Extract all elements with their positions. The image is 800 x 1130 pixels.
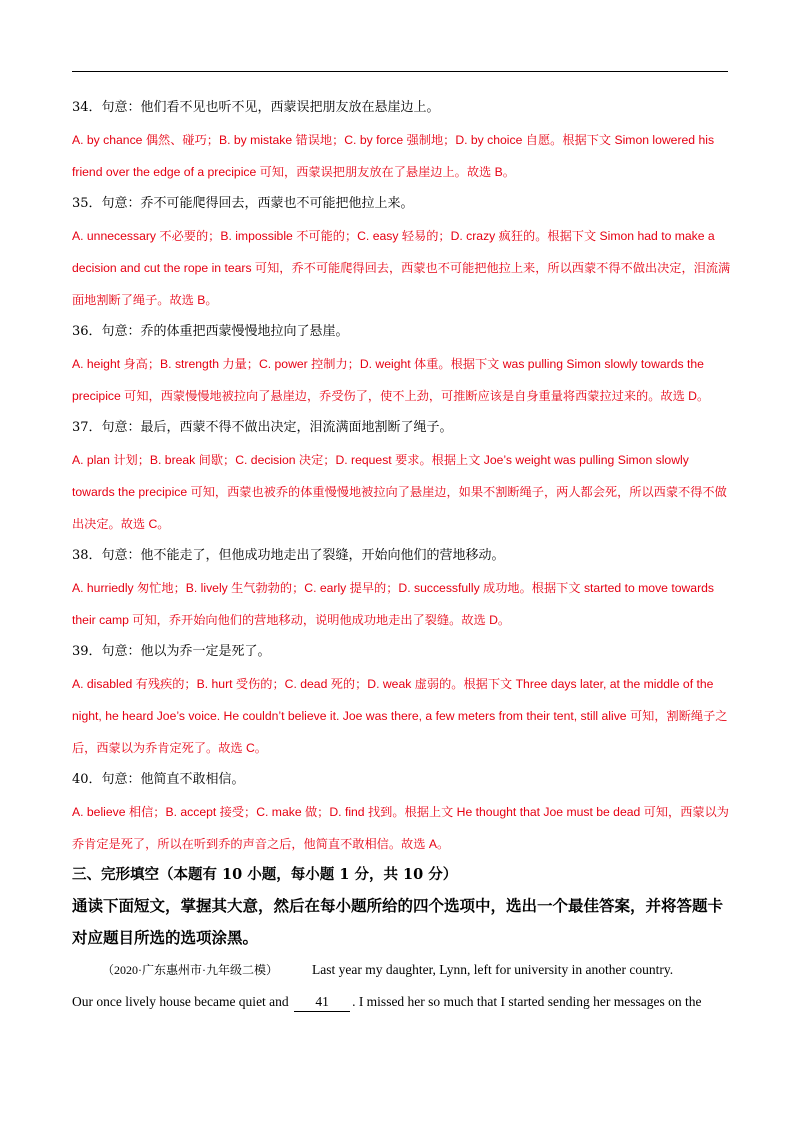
question-34 <box>72 92 732 188</box>
question-explanation: A. disabled 有残疾的；B. hurt 受伤的；C. dead 死的；D. weak 虚弱的。根据下文 Three days later, at the middle of the night, he heard Joe’s voice. He couldn’t believe it. Joe was there, a few meters from their tent, still alive 可知，割断绳子之后，西蒙以为乔肯定死了。故选 C。 <box>72 677 728 755</box>
cloze-passage <box>72 954 732 1018</box>
question-explanation: A. hurriedly 匆忙地；B. lively 生气勃勃的；C. early 提早的；D. successfully 成功地。根据下文 started to move towards their camp 可知，乔开始向他们的营地移动，说明他成功地走出了裂缝。故选 D。 <box>72 581 715 627</box>
passage-text: . I missed her so much that I started sending her messages on the <box>352 994 702 1009</box>
question-title: 40．句意：他简直不敢相信。 <box>72 772 245 787</box>
question-title: 38．句意：他不能走了，但他成功地走出了裂缝，开始向他们的营地移动。 <box>72 548 505 563</box>
question-explanation: A. height 身高；B. strength 力量；C. power 控制力；D. weight 体重。根据下文 was pulling Simon slowly towards the precipice 可知，西蒙慢慢地被拉向了悬崖边，乔受伤了，使不上劲，可推断应该是自身重量将西蒙拉过来的。故选 D。 <box>72 357 710 403</box>
question-36 <box>72 316 732 412</box>
question-explanation: A. by chance 偶然、碰巧；B. by mistake 错误地；C. by force 强制地；D. by choice 自愿。根据下文 Simon lowered his friend over the edge of a precipice 可知，西蒙误把朋友放在了悬崖边上。故选 B。 <box>72 133 715 179</box>
question-title: 39．句意：他以为乔一定是死了。 <box>72 644 271 659</box>
passage-source: （2020·广东惠州市·九年级二模） <box>102 963 278 977</box>
passage-text: Last year my daughter, Lynn, left for university in another country. <box>312 962 674 977</box>
passage-line-1 <box>72 954 732 986</box>
question-explanation: A. believe 相信；B. accept 接受；C. make 做；D. find 找到。根据上文 He thought that Joe must be dead 可知，西蒙以为乔肯定是死了，所以在听到乔的声音之后，他简直不敢相信。故选 A。 <box>72 805 729 851</box>
header-rule <box>72 71 728 72</box>
question-40 <box>72 764 732 860</box>
blank-41: 41 <box>294 993 350 1012</box>
question-title: 35．句意：乔不可能爬得回去，西蒙也不可能把他拉上来。 <box>72 196 414 211</box>
question-title: 37．句意：最后，西蒙不得不做出决定，泪流满面地割断了绳子。 <box>72 420 453 435</box>
question-explanation: A. plan 计划；B. break 间歇；C. decision 决定；D. request 要求。根据上文 Joe’s weight was pulling Simon slowly towards the precipice 可知，西蒙也被乔的体重慢慢地被拉向了悬崖边，如果不割断绳子，两人都会死，所以西蒙不得不做出决定。故选 C。 <box>72 453 727 531</box>
question-35 <box>72 188 732 316</box>
section-instruction: 通读下面短文，掌握其大意，然后在每小题所给的四个选项中，选出一个最佳答案，并将答题卡对应题目所选的选项涂黑。 <box>72 896 724 947</box>
question-explanation: A. unnecessary 不必要的；B. impossible 不可能的；C. easy 轻易的；D. crazy 疯狂的。根据下文 Simon had to make a decision and cut the rope in tears 可知，乔不可能爬得回去，西蒙也不可能把他拉上来，所以西蒙不得不做出决定，泪流满面地割断了绳子。故选 B。 <box>72 229 731 307</box>
passage-line-2 <box>72 986 732 1018</box>
question-39 <box>72 636 732 764</box>
question-title: 36．句意：乔的体重把西蒙慢慢地拉向了悬崖。 <box>72 324 349 339</box>
section-title: 三、完形填空（本题有 10 小题，每小题 1 分，共 10 分） <box>72 866 458 883</box>
passage-text: Our once lively house became quiet and <box>72 994 289 1009</box>
question-title: 34．句意：他们看不见也听不见，西蒙误把朋友放在悬崖边上。 <box>72 100 440 115</box>
question-37 <box>72 412 732 540</box>
question-38 <box>72 540 732 636</box>
document-body <box>72 92 732 1018</box>
